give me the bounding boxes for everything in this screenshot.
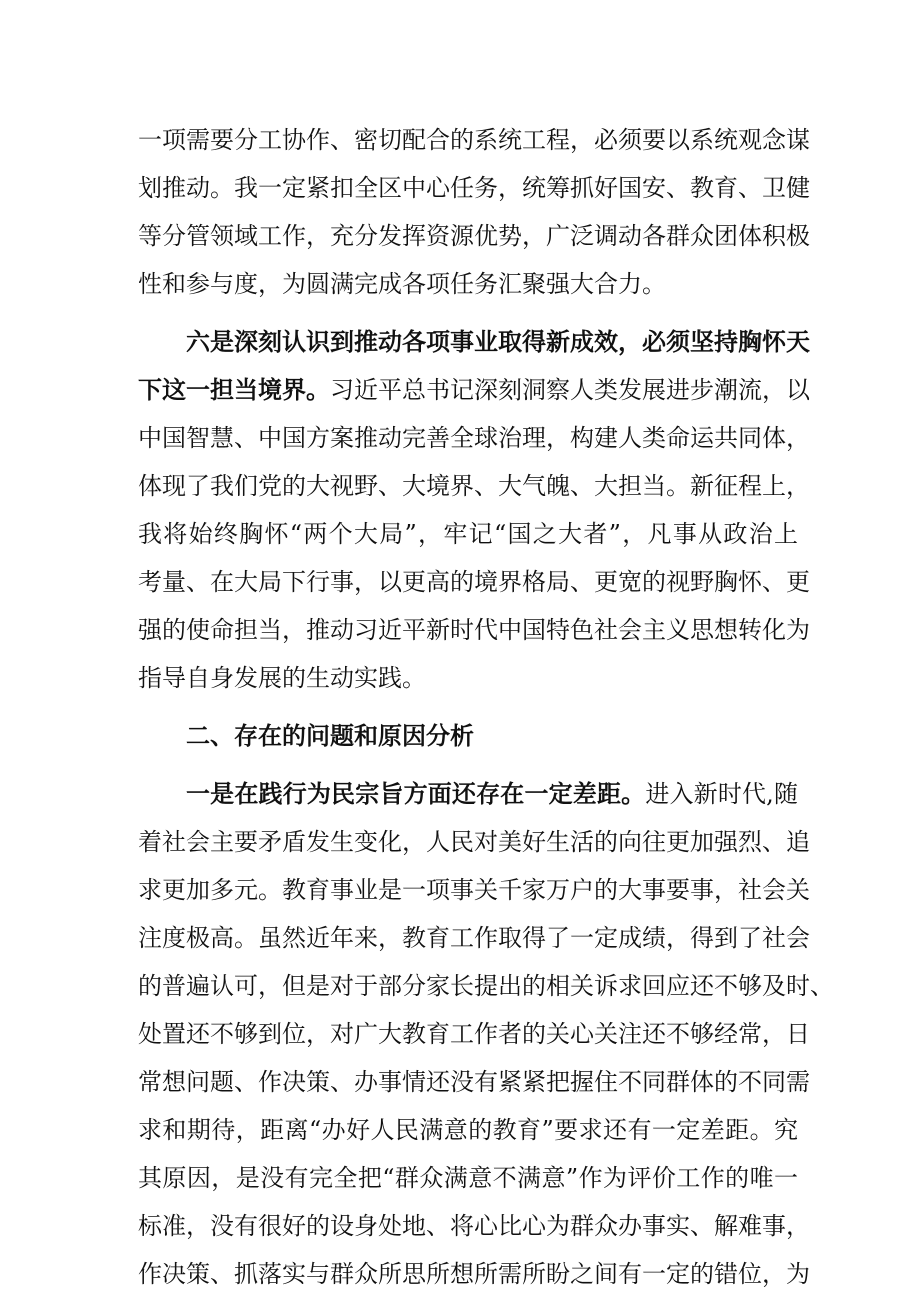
section-6-line — [138, 366, 810, 414]
section-6-text: 习近平总书记深刻洞察人类发展进步潮流，以 — [330, 376, 810, 404]
paragraph-line: 处置还不够到位，对广大教育工作者的关心关注还不够经常，日 — [138, 1020, 810, 1048]
paragraph-line: 中国智慧、中国方案推动完善全球治理，构建人类命运共同体， — [138, 424, 810, 452]
paragraph-line: 求和期待，距离“办好人民满意的教育”要求还有一定差距。究 — [138, 1116, 798, 1144]
section-1-heading: 一是在践行为民宗旨方面还存在一定差距。 — [186, 780, 646, 808]
paragraph-line: 作决策、抓落实与群众所思所想所需所盼之间有一定的错位，为 — [138, 1260, 810, 1288]
section-1-text: 进入新时代,随 — [645, 780, 798, 808]
paragraph-line: 求更加多元。教育事业是一项事关千家万户的大事要事，社会关 — [138, 876, 810, 904]
paragraph-line: 指导自身发展的生动实践。 — [138, 664, 426, 692]
paragraph-line: 我将始终胸怀“两个大局”，牢记“国之大者”，凡事从政治上 — [138, 520, 798, 548]
paragraph-line: 其原因，是没有完全把“群众满意不满意”作为评价工作的唯一 — [138, 1164, 798, 1192]
paragraph-line: 注度极高。虽然近年来，教育工作取得了一定成绩，得到了社会 — [138, 924, 810, 952]
paragraph-line: 着社会主要矛盾发生变化，人民对美好生活的向往更加强烈、追 — [138, 828, 810, 856]
paragraph-line: 等分管领域工作，充分发挥资源优势，广泛调动各群众团体积极 — [138, 222, 810, 250]
paragraph-line: 标准，没有很好的设身处地、将心比心为群众办事实、解难事， — [138, 1212, 810, 1240]
paragraph-line: 划推动。我一定紧扣全区中心任务，统筹抓好国安、教育、卫健 — [138, 174, 810, 202]
paragraph-line: 体现了我们党的大视野、大境界、大气魄、大担当。新征程上， — [138, 472, 810, 500]
section-6-heading-line: 六是深刻认识到推动各项事业取得新成效，必须坚持胸怀天 — [186, 328, 810, 356]
section-6-heading-tail: 下这一担当境界。 — [138, 376, 330, 404]
paragraph-line: 常想问题、作决策、办事情还没有紧紧把握住不同群体的不同需 — [138, 1068, 810, 1096]
paragraph-line: 考量、在大局下行事，以更高的境界格局、更宽的视野胸怀、更 — [138, 568, 810, 596]
section-1-line — [138, 770, 798, 818]
paragraph-line: 性和参与度，为圆满完成各项任务汇聚强大合力。 — [138, 270, 666, 298]
paragraph-line: 强的使命担当，推动习近平新时代中国特色社会主义思想转化为 — [138, 616, 810, 644]
section-heading: 二、存在的问题和原因分析 — [186, 722, 474, 750]
paragraph-line: 一项需要分工协作、密切配合的系统工程，必须要以系统观念谋 — [138, 126, 810, 154]
paragraph-line: 的普遍认可，但是对于部分家长提出的相关诉求回应还不够及时、 — [138, 972, 834, 1000]
